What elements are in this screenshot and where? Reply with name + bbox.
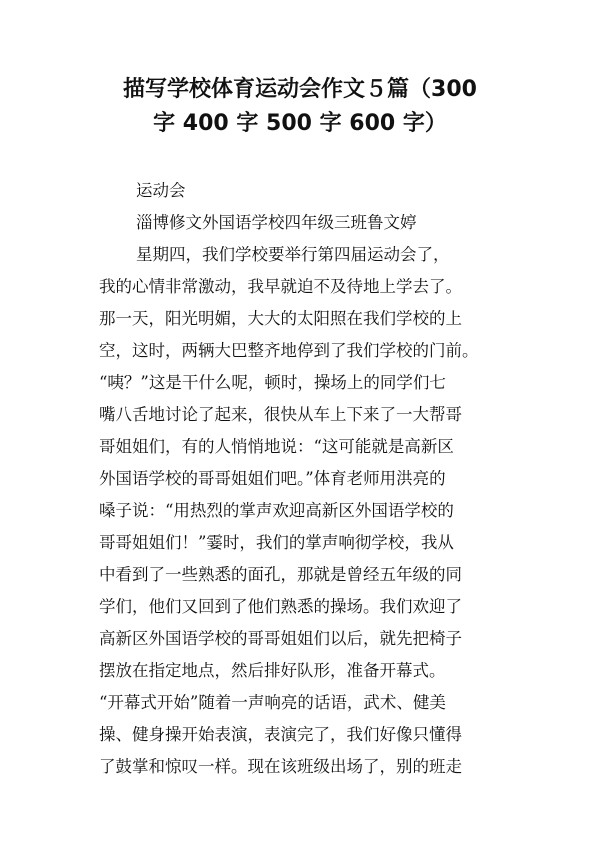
paragraph-line: 高新区外国语学校的哥哥姐姐们以后，就先把椅子 [99, 629, 462, 648]
paragraph-line: 哥哥姐姐们！”霎时，我们的掌声响彻学校，我从 [99, 533, 454, 552]
paragraph-line: 中看到了一些熟悉的面孔，那就是曾经五年级的同 [99, 565, 462, 584]
paragraph-line: 了鼓掌和惊叹一样。现在该班级出场了，别的班走 [99, 757, 462, 776]
author-line: 淄博修文外国语学校四年级三班鲁文婷 [136, 213, 417, 232]
paragraph-line: “咦？”这是干什么呢，顿时，操场上的同学们七 [99, 373, 446, 392]
paragraph-line: 外国语学校的哥哥姐姐们吧。”体育老师用洪亮的 [99, 469, 446, 488]
paragraph-line: 摆放在指定地点，然后排好队形，准备开幕式。 [99, 661, 446, 680]
section-heading: 运动会 [136, 181, 186, 200]
paragraph-line: 星期四，我们学校要举行第四届运动会了， [136, 245, 450, 264]
paragraph-line: 空，这时，两辆大巴整齐地停到了我们学校的门前。 [99, 341, 479, 360]
paragraph-line: 操、健身操开始表演，表演完了，我们好像只懂得 [99, 725, 462, 744]
paragraph-line: 那一天，阳光明媚，大大的太阳照在我们学校的上 [99, 309, 462, 328]
document-title-line-1: 描写学校体育运动会作文５篇（300 [123, 77, 477, 102]
paragraph-line: 哥姐姐们，有的人悄悄地说：“这可能就是高新区 [99, 437, 454, 456]
paragraph-line: 嗓子说：“用热烈的掌声欢迎高新区外国语学校的 [99, 501, 454, 520]
paragraph-line: 嘴八舌地讨论了起来，很快从车上下来了一大帮哥 [99, 405, 462, 424]
document-title-line-2: 字 400 字 500 字 600 字） [153, 111, 447, 136]
paragraph-line: “开幕式开始”随着一声响亮的话语，武术、健美 [99, 693, 446, 712]
paragraph-line: 我的心情非常激动，我早就迫不及待地上学去了。 [99, 277, 462, 296]
paragraph-line: 学们，他们又回到了他们熟悉的操场。我们欢迎了 [99, 597, 462, 616]
